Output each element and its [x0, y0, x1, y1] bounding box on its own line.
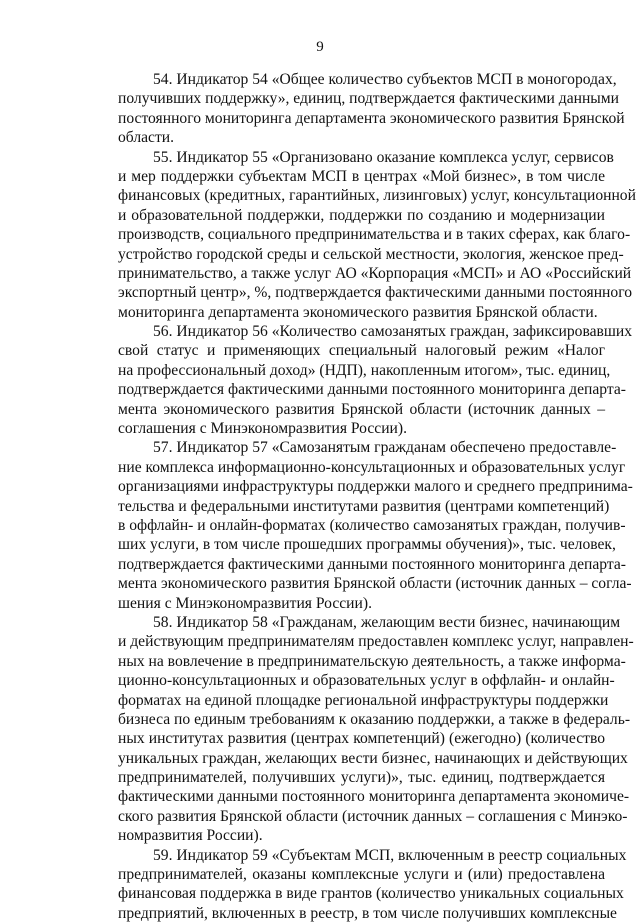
text-line: ших услуги, в том числе прошедших программы обучения)», тыс. человек, — [118, 536, 616, 554]
text-line: ных институтах развития (центрах компетенций) (ежегодно) (количество — [118, 730, 605, 748]
text-line: предприятий, включенных в реестр, в том числе получивших комплексные — [118, 904, 617, 922]
paragraph-indicator-59 — [118, 846, 627, 923]
text-line: соглашения с Минэкономразвития России). — [118, 420, 407, 438]
text-line: мониторинга департамента экономического развития Брянской области. — [118, 303, 598, 321]
text-line: ных на вовлечение в предпринимательскую деятельность, а также информа- — [118, 652, 626, 670]
text-line: тельства и федеральными институтами развития (центрами компетенций) — [118, 497, 610, 515]
text-line: 59. Индикатор 59 «Субъектам МСП, включенным в реестр социальных — [153, 846, 627, 864]
page-number: 9 — [316, 39, 324, 55]
text-line: форматах на единой площадке региональной инфраструктуры поддержки — [118, 691, 609, 709]
text-line: в оффлайн- и онлайн-форматах (количество самозанятых граждан, получив- — [118, 516, 626, 534]
paragraph-indicator-56 — [118, 322, 633, 438]
text-line: предпринимателей, получивших услуги)», тыс. единиц, подтверждается — [118, 769, 605, 787]
paragraph-indicator-57 — [118, 438, 633, 613]
text-line: предпринимателей, оказаны комплексные услуги и (или) предоставлена — [118, 866, 605, 884]
text-line: фактическими данными постоянного мониторинга департамента экономиче- — [118, 788, 630, 806]
text-line: финансовая поддержка в виде грантов (количество уникальных социальных — [118, 885, 624, 903]
text-line: номразвития России). — [118, 827, 263, 845]
text-line: ционно-консультационных и образовательных услуг в оффлайн- и онлайн- — [118, 672, 615, 690]
document-body — [118, 70, 636, 923]
text-line: 54. Индикатор 54 «Общее количество субъектов МСП в моногородах, — [153, 71, 617, 88]
paragraph-indicator-58 — [118, 613, 634, 846]
text-line: ние комплекса информационно-консультационных и образовательных услуг — [118, 458, 626, 476]
text-line: 57. Индикатор 57 «Самозанятым гражданам обеспечено предоставле- — [153, 439, 617, 457]
text-line: ского развития Брянской области (источник данных – соглашения с Минэко- — [118, 807, 628, 825]
text-line: 58. Индикатор 58 «Гражданам, желающим вести бизнес, начинающим — [153, 613, 621, 631]
text-line: мента экономического развития Брянской области (источник данных – согла- — [118, 575, 632, 593]
text-line: экспортный центр», %, подтверждается фактическими данными постоянного — [118, 284, 633, 302]
text-line: подтверждается фактическими данными постоянного мониторинга департа- — [118, 381, 626, 399]
text-line: и действующим предпринимателям предоставлен комплекс услуг, направлен- — [118, 633, 634, 651]
text-line: области. — [118, 129, 175, 147]
text-line: подтверждается фактическими данными постоянного мониторинга департа- — [118, 555, 626, 573]
text-line: уникальных граждан, желающих вести бизнес, начинающих и действующих — [118, 749, 628, 767]
text-line: шения с Минэкономразвития России). — [118, 594, 372, 612]
text-line: получивших поддержку», единиц, подтверждается фактическими данными — [118, 90, 620, 108]
paragraph-indicator-55 — [118, 148, 636, 323]
text-line: постоянного мониторинга департамента экономического развития Брянской — [118, 109, 625, 127]
text-line: свой статус и применяющих специальный налоговый режим «Налог — [118, 342, 605, 360]
text-line: на профессиональный доход» (НДП), накопленным итогом», тыс. единиц, — [118, 361, 611, 379]
text-line: производств, социального предпринимательства и в таких сферах, как благо- — [118, 226, 631, 244]
text-line: и мер поддержки субъектам МСП в центрах «Мой бизнес», в том числе — [118, 167, 605, 185]
text-line: финансовых (кредитных, гарантийных, лизинговых) услуг, консультационной — [118, 187, 636, 205]
text-line: бизнеса по единым требованиям к оказанию поддержки, а также в федераль- — [118, 710, 631, 728]
text-line: и образовательной поддержки, поддержки по созданию и модернизации — [118, 206, 605, 224]
paragraph-indicator-54 — [118, 70, 625, 148]
text-line: устройство городской среды и сельской местности, экология, женское пред- — [118, 245, 624, 263]
text-line: принимательство, а также услуг АО «Корпорация «МСП» и АО «Российский — [118, 264, 632, 282]
text-line: 56. Индикатор 56 «Количество самозанятых граждан, зафиксировавших — [153, 323, 633, 341]
text-line: 55. Индикатор 55 «Организовано оказание комплекса услуг, сервисов — [153, 148, 614, 166]
text-line: организациями инфраструктуры поддержки малого и среднего предпринима- — [118, 478, 633, 496]
text-line: мента экономического развития Брянской области (источник данных – — [118, 400, 605, 418]
